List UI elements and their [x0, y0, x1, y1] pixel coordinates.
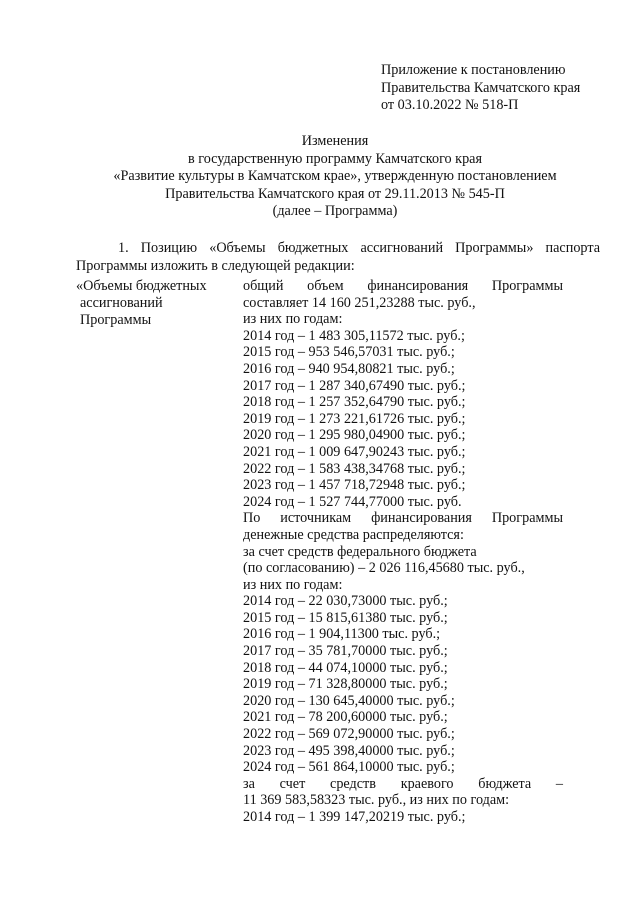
sources-line-2: денежные средства распределяются:	[243, 526, 464, 543]
sources-line-1	[243, 510, 563, 527]
word: По	[243, 510, 261, 527]
word: источникам	[280, 510, 352, 527]
year-federal-item: 2023 год – 495 398,40000 тыс. руб.;	[243, 742, 455, 759]
word: счет	[279, 775, 306, 792]
year-total-item: 2017 год – 1 287 340,67490 тыс. руб.;	[243, 377, 466, 394]
year-federal-item: 2017 год – 35 781,70000 тыс. руб.;	[243, 643, 448, 660]
appendix-line: от 03.10.2022 № 518-П	[381, 97, 519, 113]
year-federal-item: 2024 год – 561 864,10000 тыс. руб.;	[243, 759, 455, 776]
year-regional-item: 2014 год – 1 399 147,20219 тыс. руб.;	[243, 809, 466, 825]
total-value: составляет 14 160 251,23288 тыс. руб.,	[243, 294, 476, 311]
year-federal-item: 2022 год – 569 072,90000 тыс. руб.;	[243, 726, 455, 743]
intro-line-1: 1. Позицию «Объемы бюджетных ассигнований Программы» паспорта	[118, 240, 600, 256]
position-label-line: Программы	[80, 312, 152, 328]
word: –	[555, 775, 563, 792]
appendix-line: Правительства Камчатского края	[381, 79, 581, 96]
title-line: (далее – Программа)	[272, 203, 398, 219]
year-federal-item: 2014 год – 22 030,73000 тыс. руб.;	[243, 593, 448, 610]
title-line: в государственную программу Камчатского края	[188, 150, 482, 167]
year-federal-item: 2016 год – 1 904,11300 тыс. руб.;	[243, 626, 441, 643]
year-federal-item: 2019 год – 71 328,80000 тыс. руб.;	[243, 676, 448, 693]
year-federal-item: 2021 год – 78 200,60000 тыс. руб.;	[243, 709, 448, 726]
document-title	[70, 133, 600, 221]
word: краевого	[400, 775, 454, 792]
word: Программы	[491, 510, 563, 527]
title-line: Правительства Камчатского края от 29.11.2013 № 545-П	[165, 185, 505, 202]
year-total-item: 2019 год – 1 273 221,61726 тыс. руб.;	[243, 410, 466, 427]
appendix-line: Приложение к постановлению	[381, 62, 566, 78]
intro-line-2: Программы изложить в следующей редакции:	[76, 257, 355, 274]
position-label	[76, 278, 236, 329]
year-total-item: 2014 год – 1 483 305,11572 тыс. руб.;	[243, 327, 465, 344]
regional-line-2: 11 369 583,58323 тыс. руб., из них по годам:	[243, 792, 510, 809]
year-total-item: 2015 год – 953 546,57031 тыс. руб.;	[243, 344, 455, 361]
federal-line-2: (по согласованию) – 2 026 116,45680 тыс. руб.,	[243, 560, 525, 577]
financing-content	[243, 278, 563, 826]
word: средств	[330, 775, 376, 792]
word: общий	[243, 278, 284, 294]
year-federal-item: 2018 год – 44 074,10000 тыс. руб.;	[243, 659, 448, 676]
title-line: Изменения	[301, 133, 369, 149]
year-total-item: 2021 год – 1 009 647,90243 тыс. руб.;	[243, 443, 466, 460]
by-years-label: из них по годам:	[243, 311, 343, 328]
word: Программы	[491, 278, 563, 294]
federal-line-1: за счет средств федерального бюджета	[243, 543, 477, 560]
year-federal-item: 2015 год – 15 815,61380 тыс. руб.;	[243, 609, 448, 626]
year-total-item: 2018 год – 1 257 352,64790 тыс. руб.;	[243, 394, 466, 411]
total-line-1	[243, 278, 563, 295]
year-total-item: 2022 год – 1 583 438,34768 тыс. руб.;	[243, 460, 466, 477]
word: бюджета	[478, 775, 532, 792]
word: финансирования	[371, 510, 472, 527]
by-years-label: из них по годам:	[243, 576, 343, 593]
word: финансирования	[367, 278, 469, 294]
position-label-line: ассигнований	[80, 295, 163, 311]
year-total-item: 2020 год – 1 295 980,04900 тыс. руб.;	[243, 427, 466, 444]
year-total-item: 2023 год – 1 457 718,72948 тыс. руб.;	[243, 477, 466, 494]
year-total-item: 2024 год – 1 527 744,77000 тыс. руб.	[243, 493, 462, 510]
intro-paragraph	[76, 240, 600, 275]
regional-line-1	[243, 776, 563, 793]
word: объем	[307, 278, 344, 294]
title-line: «Развитие культуры в Камчатском крае», утвержденную постановлением	[113, 168, 557, 184]
word: за	[243, 775, 255, 792]
year-federal-item: 2020 год – 130 645,40000 тыс. руб.;	[243, 692, 455, 709]
year-total-item: 2016 год – 940 954,80821 тыс. руб.;	[243, 360, 455, 377]
appendix-header	[381, 62, 621, 115]
position-label-line: «Объемы бюджетных	[76, 278, 207, 294]
